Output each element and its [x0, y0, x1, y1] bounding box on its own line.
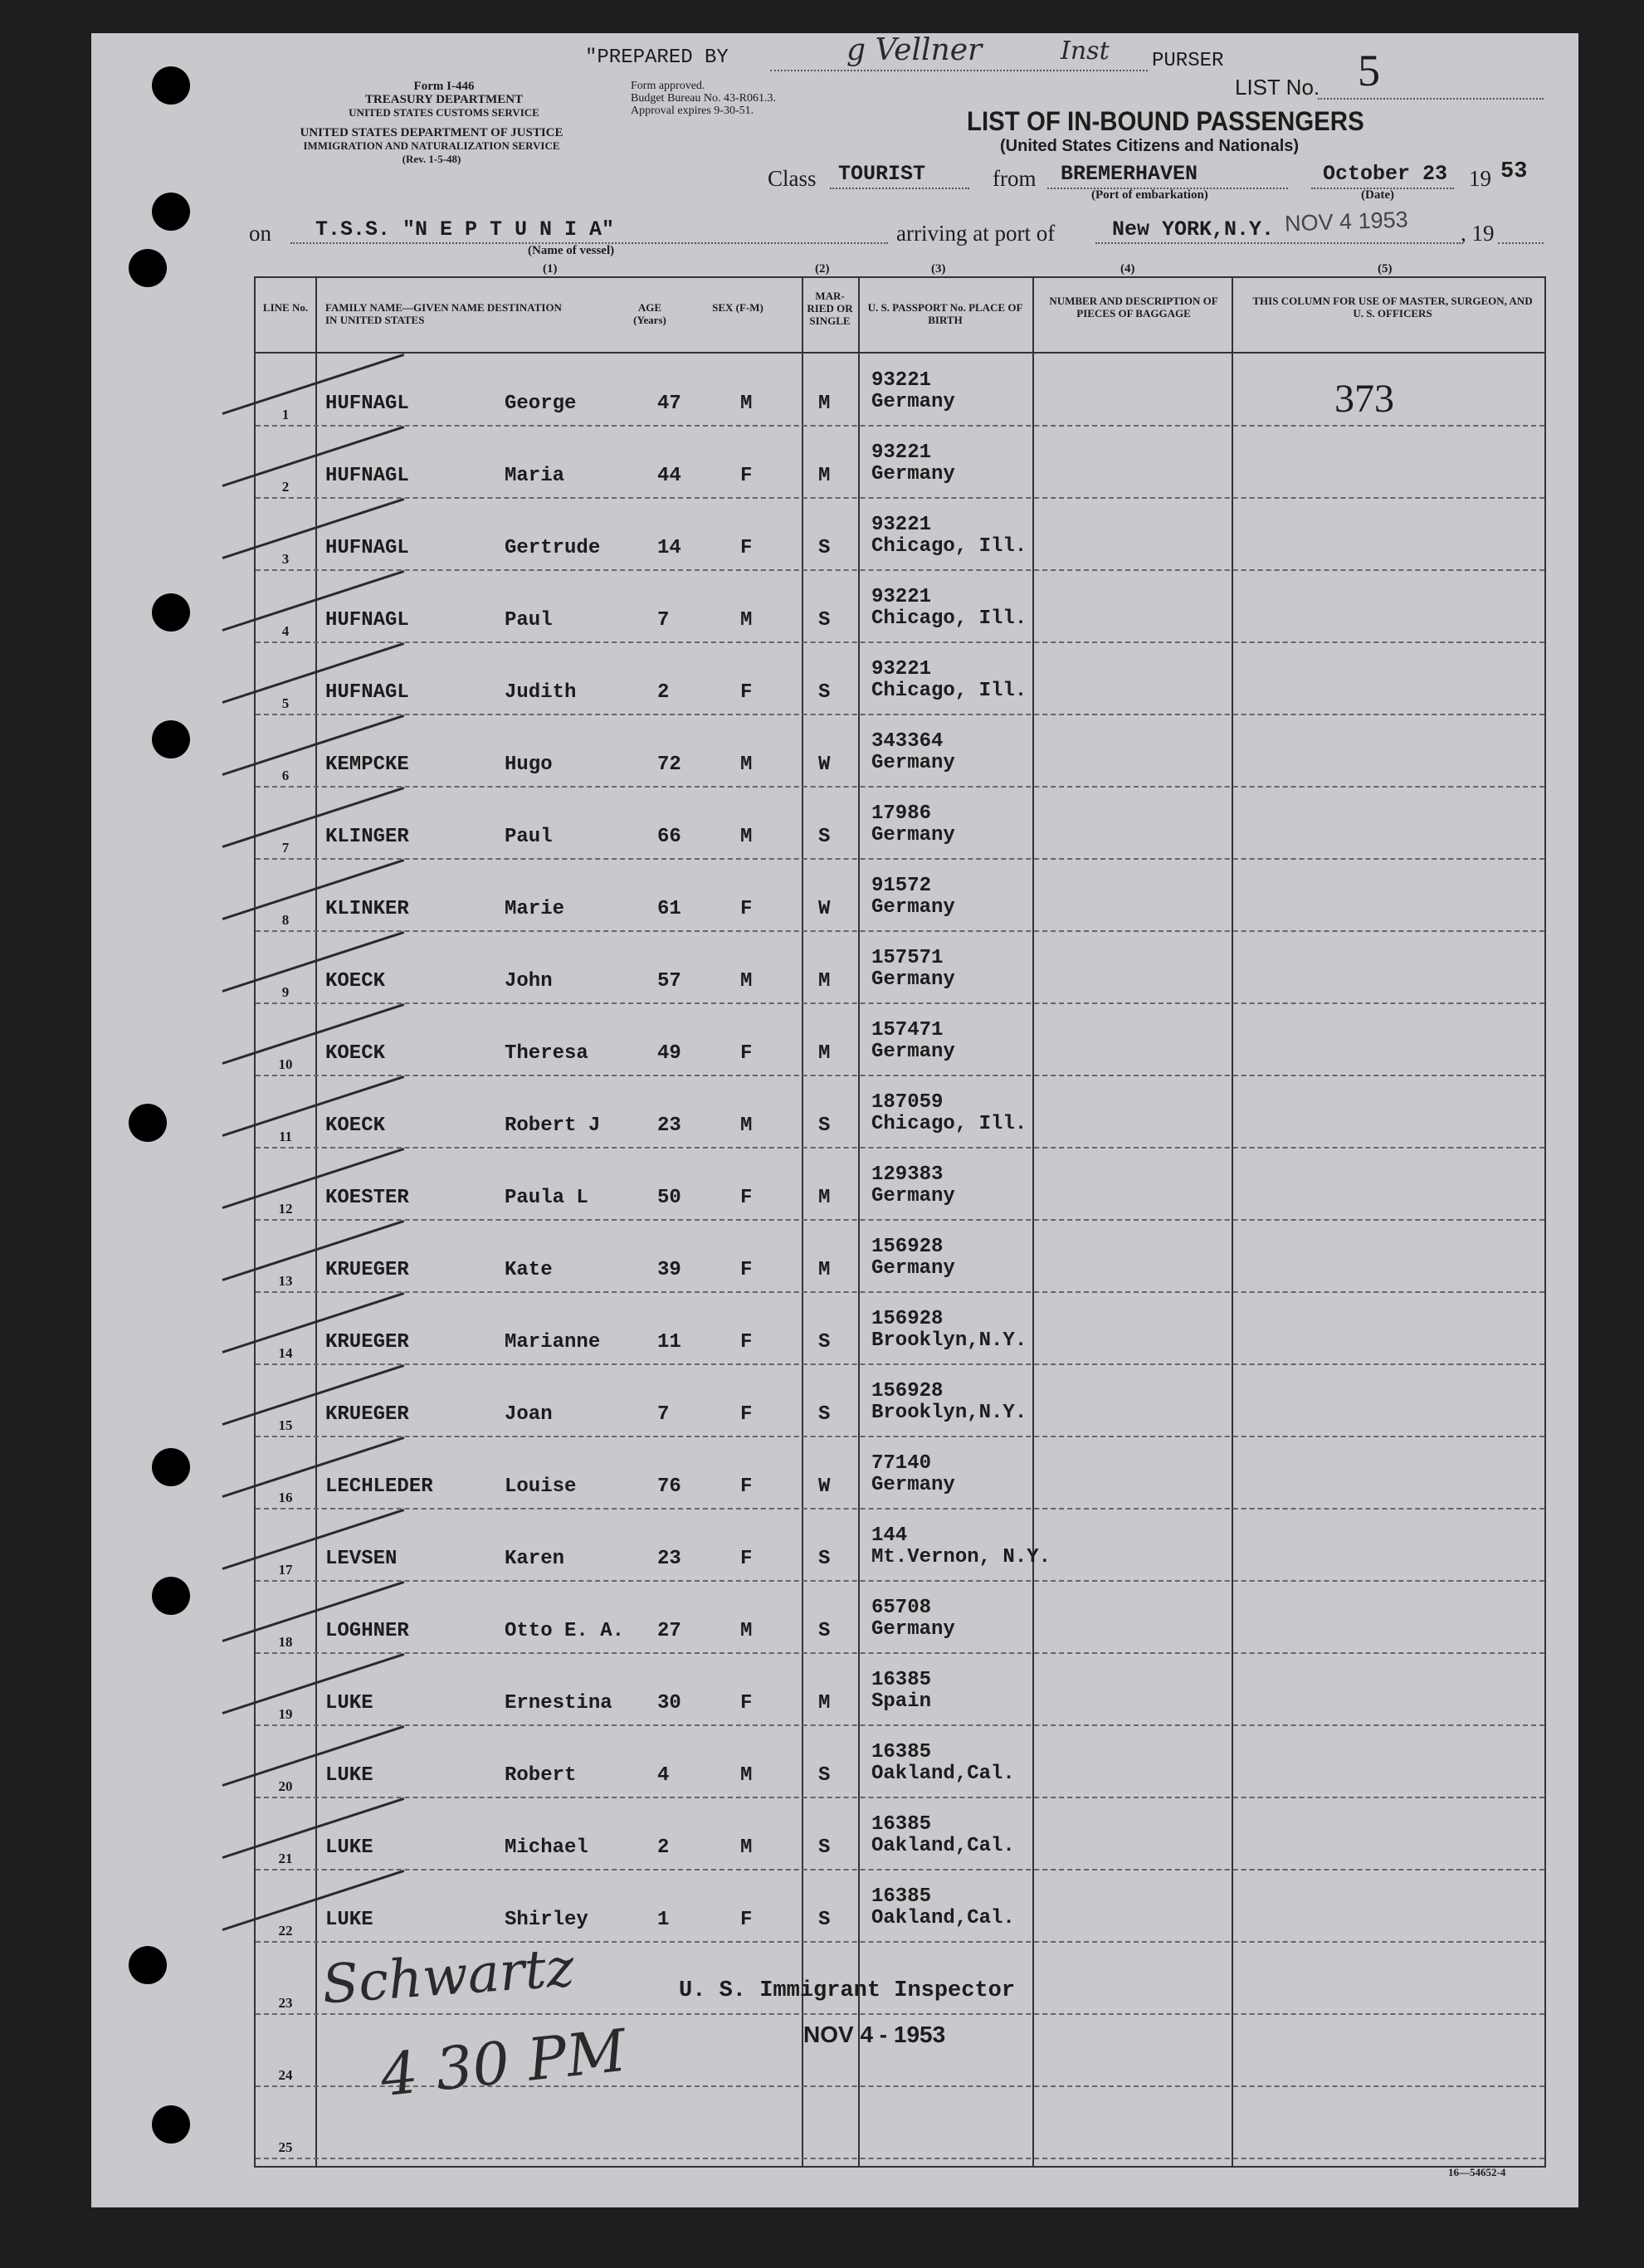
header-rule	[256, 352, 1544, 354]
header-line-no: LINE No.	[262, 301, 309, 314]
given-name: Karen	[505, 1548, 565, 1570]
marital-status: M	[818, 465, 831, 487]
table-row	[256, 1293, 1544, 1365]
age: 14	[657, 537, 681, 559]
prepared-by-label: "PREPARED BY	[585, 46, 729, 69]
sex: F	[740, 1475, 753, 1498]
passport-number: 93221	[871, 441, 932, 464]
given-name: Paul	[505, 826, 553, 848]
given-name: Michael	[505, 1836, 588, 1859]
sex: M	[740, 1114, 753, 1137]
given-name: Kate	[505, 1259, 553, 1281]
place-of-birth: Germany	[871, 391, 955, 413]
table-row	[256, 788, 1544, 860]
passport-number: 129383	[871, 1163, 944, 1186]
age: 2	[657, 1836, 670, 1859]
treasury-dept: TREASURY DEPARTMENT	[364, 93, 524, 106]
column-number-3: (3)	[931, 262, 946, 276]
year-suffix: 53	[1500, 159, 1528, 184]
sex: F	[740, 1692, 753, 1714]
from-label: from	[993, 166, 1037, 191]
line-number: 14	[278, 1345, 293, 1361]
sex: M	[740, 1764, 753, 1787]
family-name: LUKE	[325, 1692, 373, 1714]
given-name: Robert J	[505, 1114, 601, 1137]
marital-status: M	[818, 1187, 831, 1209]
sex: F	[740, 681, 753, 704]
place-of-birth: Germany	[871, 824, 955, 846]
passport-number: 156928	[871, 1380, 944, 1402]
marital-status: W	[818, 1475, 831, 1498]
age: 23	[657, 1548, 681, 1570]
passport-number: 157471	[871, 1019, 944, 1041]
sex: F	[740, 1548, 753, 1570]
passenger-table	[254, 276, 1546, 2168]
prepared-by-title: Inst	[1061, 37, 1110, 66]
table-row	[256, 1004, 1544, 1076]
vessel-caption: (Name of vessel)	[528, 244, 615, 257]
given-name: Hugo	[505, 754, 553, 776]
list-no-label: LIST No.	[1235, 75, 1320, 100]
family-name: HUFNAGL	[325, 681, 409, 704]
list-no-line	[1318, 58, 1544, 100]
arrival-year: , 19	[1461, 221, 1495, 246]
form-revision: (Rev. 1-5-48)	[402, 153, 461, 165]
given-name: Shirley	[505, 1909, 588, 1931]
sex: F	[740, 1187, 753, 1209]
age: 50	[657, 1187, 681, 1209]
binder-hole	[129, 1946, 167, 1984]
passport-number: 187059	[871, 1091, 944, 1114]
header-passport: U. S. PASSPORT No. PLACE OF BIRTH	[867, 301, 1023, 326]
given-name: Maria	[505, 465, 565, 487]
family-name: KLINKER	[325, 898, 409, 920]
age: 72	[657, 754, 681, 776]
marital-status: S	[818, 1403, 831, 1426]
marital-status: M	[818, 1692, 831, 1714]
marital-status: W	[818, 754, 831, 776]
family-name: KRUEGER	[325, 1331, 409, 1353]
given-name: Marianne	[505, 1331, 601, 1353]
age: 76	[657, 1475, 681, 1498]
table-row	[256, 1510, 1544, 1582]
column-number-2: (2)	[815, 262, 830, 276]
document-subtitle: (United States Citizens and Nationals)	[1000, 137, 1300, 155]
inspector-date-stamp: NOV 4 - 1953	[803, 2022, 946, 2047]
line-number: 5	[281, 695, 290, 711]
passport-number: 91572	[871, 875, 932, 897]
place-of-birth: Germany	[871, 1257, 955, 1280]
passport-number: 93221	[871, 369, 932, 392]
sex: F	[740, 537, 753, 559]
family-name: KOECK	[325, 1042, 386, 1065]
family-name: KOECK	[325, 1114, 386, 1137]
given-name: Joan	[505, 1403, 553, 1426]
column-number-5: (5)	[1378, 262, 1393, 276]
table-row	[256, 1149, 1544, 1221]
arrival-date-stamp: NOV 4 1953	[1284, 207, 1409, 237]
sex: M	[740, 826, 753, 848]
given-name: Judith	[505, 681, 577, 704]
approval-budget: Budget Bureau No. 43-R061.3.	[631, 92, 776, 105]
row-rule	[256, 2158, 1544, 2159]
given-name: Otto E. A.	[505, 1620, 625, 1642]
line-number: 23	[278, 1995, 293, 2011]
age: 57	[657, 970, 681, 993]
table-row	[256, 1654, 1544, 1726]
marital-status: W	[818, 898, 831, 920]
line-number: 22	[278, 1923, 293, 1939]
given-name: Paula L	[505, 1187, 588, 1209]
form-number: Form I-446	[413, 80, 475, 93]
inspector-signature: Schwartz	[320, 1937, 577, 2017]
header-baggage: NUMBER AND DESCRIPTION OF PIECES OF BAGGAGE	[1049, 295, 1218, 319]
place-of-birth: Chicago, Ill.	[871, 1113, 1027, 1135]
passport-number: 343364	[871, 730, 944, 753]
class-label: Class	[768, 166, 817, 191]
family-name: LECHLEDER	[325, 1475, 433, 1498]
line-number: 20	[278, 1778, 293, 1794]
table-row	[256, 499, 1544, 571]
passport-number: 93221	[871, 514, 932, 536]
customs-service: UNITED STATES CUSTOMS SERVICE	[349, 106, 539, 119]
table-row	[256, 932, 1544, 1004]
passport-number: 157571	[871, 947, 944, 969]
year-prefix: 19	[1469, 166, 1491, 191]
line-number: 21	[278, 1851, 293, 1866]
departure-date: October 23	[1323, 162, 1448, 186]
sex: F	[740, 1909, 753, 1931]
table-row	[256, 427, 1544, 499]
line-number: 10	[278, 1056, 293, 1072]
marital-status: S	[818, 1764, 831, 1787]
marital-status: M	[818, 393, 831, 415]
header-officers: THIS COLUMN FOR USE OF MASTER, SURGEON, AND U. S. OFFICERS	[1252, 295, 1533, 319]
sex: M	[740, 754, 753, 776]
sex: F	[740, 465, 753, 487]
marital-status: S	[818, 826, 831, 848]
place-of-birth: Mt.Vernon, N.Y.	[871, 1546, 1051, 1568]
sex: M	[740, 1836, 753, 1859]
given-name: Marie	[505, 898, 565, 920]
marital-status: S	[818, 1620, 831, 1642]
sex: M	[740, 1620, 753, 1642]
column-number-1: (1)	[543, 262, 558, 276]
place-of-birth: Germany	[871, 1618, 955, 1641]
passport-number: 93221	[871, 586, 932, 608]
place-of-birth: Chicago, Ill.	[871, 535, 1027, 558]
binder-hole	[152, 1577, 190, 1615]
marital-status: S	[818, 1909, 831, 1931]
place-of-birth: Oakland,Cal.	[871, 1835, 1015, 1857]
place-of-birth: Spain	[871, 1690, 932, 1713]
family-name: HUFNAGL	[325, 609, 409, 632]
passport-number: 16385	[871, 1885, 932, 1908]
list-number: 5	[1358, 46, 1380, 95]
header-married: MAR-RIED OR SINGLE	[807, 290, 853, 327]
class-value: TOURIST	[838, 162, 926, 186]
family-name: HUFNAGL	[325, 393, 409, 415]
age: 7	[657, 609, 670, 632]
line-number: 7	[281, 840, 290, 856]
binder-hole	[152, 2105, 190, 2144]
sex: F	[740, 1259, 753, 1281]
line-number: 11	[278, 1129, 293, 1144]
age: 61	[657, 898, 681, 920]
column-number-4: (4)	[1120, 262, 1135, 276]
table-row	[256, 1870, 1544, 1943]
age: 66	[657, 826, 681, 848]
purser-label: PURSER	[1152, 50, 1224, 72]
age: 44	[657, 465, 681, 487]
marital-status: S	[818, 1836, 831, 1859]
table-row	[256, 1076, 1544, 1149]
place-of-birth: Brooklyn,N.Y.	[871, 1402, 1027, 1424]
place-of-birth: Germany	[871, 1041, 955, 1063]
table-row	[256, 1221, 1544, 1293]
table-row	[256, 354, 1544, 427]
table-row	[256, 1437, 1544, 1510]
immigration-service: IMMIGRATION AND NATURALIZATION SERVICE	[303, 139, 560, 152]
family-name: LUKE	[325, 1836, 373, 1859]
family-name: KOESTER	[325, 1187, 409, 1209]
vessel-name: T.S.S. "N E P T U N I A"	[315, 217, 615, 241]
passport-number: 156928	[871, 1236, 944, 1258]
age: 30	[657, 1692, 681, 1714]
family-name: LEVSEN	[325, 1548, 398, 1570]
age: 27	[657, 1620, 681, 1642]
table-row	[256, 571, 1544, 643]
document-title: LIST OF IN-BOUND PASSENGERS	[967, 106, 1364, 136]
line-number: 9	[281, 984, 290, 1000]
family-name: HUFNAGL	[325, 537, 409, 559]
marital-status: M	[818, 1042, 831, 1065]
binder-hole	[152, 720, 190, 758]
age: 47	[657, 393, 681, 415]
line-number: 24	[278, 2067, 293, 2083]
line-number: 8	[281, 912, 290, 928]
arrival-port: New YORK,N.Y.	[1112, 217, 1275, 241]
officer-note: 373	[1334, 377, 1394, 421]
header-age: AGE (Years)	[633, 301, 666, 326]
inspection-time: 4 30 PM	[377, 2016, 630, 2110]
line-number: 3	[281, 551, 290, 567]
marital-status: S	[818, 1114, 831, 1137]
table-row	[256, 1582, 1544, 1654]
marital-status: M	[818, 970, 831, 993]
port-caption: (Port of embarkation)	[1091, 188, 1208, 202]
approval-note: Form approved.	[631, 80, 705, 92]
line-number: 1	[281, 407, 290, 422]
family-name: HUFNAGL	[325, 465, 409, 487]
family-name: KRUEGER	[325, 1403, 409, 1426]
arrival-year-line	[1498, 217, 1544, 244]
table-row	[256, 1726, 1544, 1798]
given-name: Theresa	[505, 1042, 588, 1065]
binder-hole	[129, 1104, 167, 1142]
family-name: LUKE	[325, 1909, 373, 1931]
line-number: 25	[278, 2139, 293, 2155]
place-of-birth: Germany	[871, 1474, 955, 1496]
age: 49	[657, 1042, 681, 1065]
date-caption: (Date)	[1361, 188, 1394, 202]
justice-dept: UNITED STATES DEPARTMENT OF JUSTICE	[300, 126, 563, 139]
given-name: Paul	[505, 609, 553, 632]
line-number: 16	[278, 1490, 293, 1505]
marital-status: S	[818, 1548, 831, 1570]
footer-code: 16—54652-4	[1448, 2166, 1506, 2178]
sex: F	[740, 898, 753, 920]
port-of-embarkation: BREMERHAVEN	[1061, 162, 1198, 186]
age: 23	[657, 1114, 681, 1137]
line-number: 18	[278, 1634, 293, 1650]
age: 39	[657, 1259, 681, 1281]
passport-number: 144	[871, 1524, 908, 1547]
passport-number: 16385	[871, 1813, 932, 1836]
given-name: Robert	[505, 1764, 577, 1787]
passport-number: 17986	[871, 802, 932, 825]
place-of-birth: Oakland,Cal.	[871, 1907, 1015, 1929]
sex: F	[740, 1403, 753, 1426]
line-number: 4	[281, 623, 290, 639]
place-of-birth: Brooklyn,N.Y.	[871, 1329, 1027, 1352]
sex: M	[740, 970, 753, 993]
given-name: Ernestina	[505, 1692, 612, 1714]
marital-status: S	[818, 537, 831, 559]
line-number: 2	[281, 479, 290, 495]
family-name: KOECK	[325, 970, 386, 993]
age: 11	[657, 1331, 681, 1353]
line-number: 12	[278, 1201, 293, 1217]
sex: F	[740, 1042, 753, 1065]
line-number: 13	[278, 1273, 293, 1289]
line-number: 15	[278, 1417, 293, 1433]
table-row	[256, 643, 1544, 715]
binder-hole	[152, 593, 190, 632]
passport-number: 77140	[871, 1452, 932, 1475]
sex: M	[740, 609, 753, 632]
passport-number: 16385	[871, 1669, 932, 1691]
place-of-birth: Oakland,Cal.	[871, 1763, 1015, 1785]
line-number: 6	[281, 768, 290, 783]
place-of-birth: Germany	[871, 752, 955, 774]
place-of-birth: Chicago, Ill.	[871, 680, 1027, 702]
place-of-birth: Germany	[871, 896, 955, 919]
on-label: on	[249, 221, 271, 246]
sex: F	[740, 1331, 753, 1353]
marital-status: M	[818, 1259, 831, 1281]
binder-hole	[129, 249, 167, 287]
approval-expiry: Approval expires 9-30-51.	[631, 105, 754, 117]
passport-number: 65708	[871, 1597, 932, 1619]
table-row	[256, 860, 1544, 932]
prepared-by-signature: g Vellner	[846, 33, 983, 67]
binder-hole	[152, 66, 190, 105]
age: 1	[657, 1909, 670, 1931]
binder-hole	[152, 193, 190, 231]
passport-number: 93221	[871, 658, 932, 680]
given-name: Gertrude	[505, 537, 601, 559]
given-name: George	[505, 393, 577, 415]
family-name: KEMPCKE	[325, 754, 409, 776]
marital-status: S	[818, 1331, 831, 1353]
arriving-label: arriving at port of	[896, 221, 1056, 246]
inspector-label: U. S. Immigrant Inspector	[679, 1978, 1016, 2003]
place-of-birth: Germany	[871, 1185, 955, 1207]
marital-status: S	[818, 609, 831, 632]
family-name: LOGHNER	[325, 1620, 409, 1642]
place-of-birth: Germany	[871, 463, 955, 485]
line-number: 19	[278, 1706, 293, 1722]
family-name: LUKE	[325, 1764, 373, 1787]
family-name: KLINGER	[325, 826, 409, 848]
header-sex: SEX (F-M)	[712, 301, 763, 314]
age: 7	[657, 1403, 670, 1426]
table-row	[256, 1365, 1544, 1437]
binder-hole	[152, 1448, 190, 1486]
table-row	[256, 1798, 1544, 1870]
age: 4	[657, 1764, 670, 1787]
place-of-birth: Chicago, Ill.	[871, 607, 1027, 630]
passport-number: 16385	[871, 1741, 932, 1763]
passport-number: 156928	[871, 1308, 944, 1330]
given-name: John	[505, 970, 553, 993]
given-name: Louise	[505, 1475, 577, 1498]
place-of-birth: Germany	[871, 968, 955, 991]
line-number: 17	[278, 1562, 293, 1578]
table-row	[256, 715, 1544, 788]
family-name: KRUEGER	[325, 1259, 409, 1281]
sex: M	[740, 393, 753, 415]
age: 2	[657, 681, 670, 704]
marital-status: S	[818, 681, 831, 704]
header-name: FAMILY NAME—GIVEN NAME DESTINATION IN UNITED STATES	[325, 301, 562, 326]
